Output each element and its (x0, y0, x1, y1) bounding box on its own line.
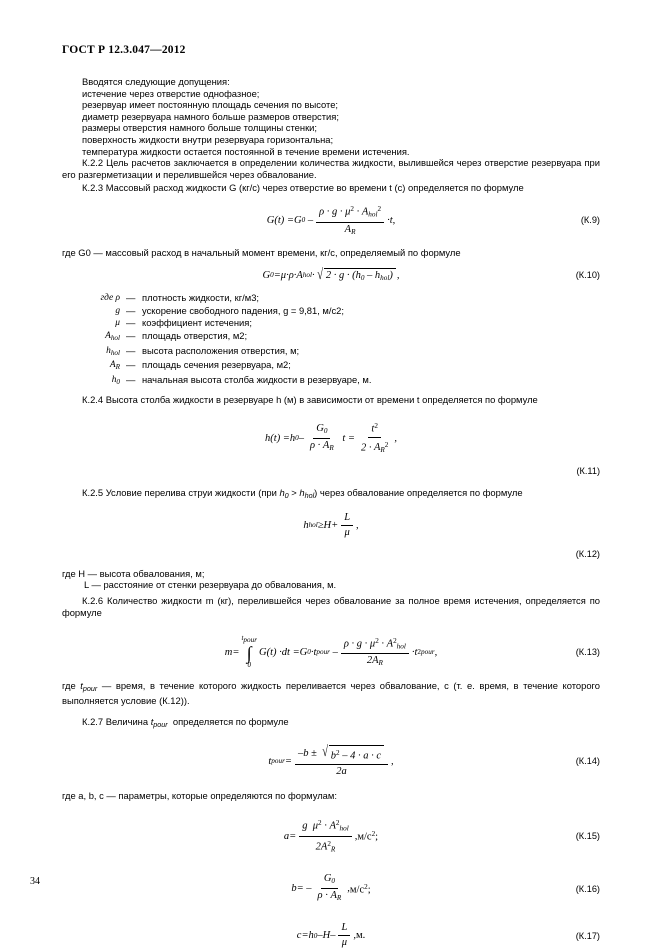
eqno-k12: (К.12) (575, 548, 600, 559)
formula-k16: b = – $\frac{G_0}{\rho \cdot A_R}$ , $м/с^2$; (К.16) (291, 873, 600, 903)
symbol-desc: начальная высота столба жидкости в резервуаре, м. (142, 373, 372, 385)
symbol-name: $A_R$ (109, 360, 120, 372)
note-h: где H — высота обвалования, м; (62, 567, 205, 579)
eqno-k9: (К.9) (580, 215, 600, 226)
symbol-row (62, 330, 600, 345)
symbol-desc: площадь отверстия, м2; (142, 329, 248, 341)
symbol-dash: — (126, 317, 136, 329)
note-g0: где G0 — массовый расход в начальный момент времени, кг/с, определяемый по формуле (62, 246, 461, 258)
symbol-name: $A_{hol}$ (105, 330, 120, 342)
symbol-name: μ (115, 318, 120, 329)
eqno-k10: (К.10) (575, 270, 600, 281)
assumption-item: диаметр резервуара намного больше размеров отверстия; (82, 110, 339, 122)
eqno-k17: (К.17) (575, 930, 600, 941)
formula-k14: t pour = –b ± √ $b^2 - 4 \cdot a \cdot c$ 2a , (К.14) (268, 743, 600, 777)
note-tpour: где $t_{pour}$ — время, в течение которого жидкость переливается через обвалование, с (т. е. время, в течение которого выполняется условие (К.12)). (62, 680, 600, 706)
symbol-dash: — (126, 359, 136, 371)
clause-k25: К.2.5 Условие перелива струи жидкости (при $h_0 > h_{hol}$) через обвалование определяется по формуле (82, 487, 523, 501)
formula-k11: h ( t ) = h 0 – $\frac{G_0}{\rho \cdot A_R}$ t = $\frac{t^2}{2 \cdot A_R^2}$ , (265, 421, 397, 455)
symbol-row (62, 374, 600, 389)
assumption-item: размеры отверстия намного больше толщины стенки; (82, 122, 318, 134)
symbol-row (62, 292, 600, 305)
assumption-item: резервуар имеет постоянную площадь сечения по высоте; (82, 99, 339, 111)
eqno-k13: (К.13) (575, 647, 600, 658)
symbol-dash: — (126, 304, 136, 316)
clause-k26: К.2.6 Количество жидкости m (кг), перелившейся через обвалование за полное время истечения, определяется по формуле (62, 594, 600, 618)
symbol-row (62, 359, 600, 374)
symbol-desc: плотность жидкости, кг/м3; (142, 292, 260, 304)
symbol-dash: — (126, 373, 136, 385)
note-l: L — расстояние от стенки резервуара до обвалования, м. (84, 579, 337, 591)
symbol-desc: высота расположения отверстия, м; (142, 344, 300, 356)
symbol-dash: — (126, 329, 136, 341)
symbol-dash: — (126, 344, 136, 356)
clause-k24: К.2.4 Высота столба жидкости в резервуаре h (м) в зависимости от времени t определяется по формуле (82, 394, 538, 406)
assumption-item: поверхность жидкости внутри резервуара горизонтальна; (82, 133, 334, 145)
note-abc: где a, b, c — параметры, которые определяются по формулам: (62, 789, 337, 801)
formula-k17: c = h 0 – H – $\frac{L}{\mu}$ , м. (К.17) (296, 922, 600, 949)
page-header: ГОСТ Р 12.3.047—2012 (62, 44, 186, 56)
symbol-row (62, 305, 600, 318)
symbol-desc: площадь сечения резервуара, м2; (142, 359, 291, 371)
assumptions-lead: Вводятся следующие допущения: (82, 76, 230, 87)
eqno-k14: (К.14) (575, 756, 600, 767)
assumptions-block (62, 76, 600, 157)
eqno-k15: (К.15) (575, 831, 600, 842)
clause-k23: К.2.3 Массовый расход жидкости G (кг/с) через отверстие во времени t (c) определяется по формуле (82, 182, 524, 194)
formula-k12: h hol ≥ H + $\frac{L}{\mu}$ , (303, 511, 359, 538)
symbol-name: $h_0$ (111, 374, 120, 386)
formula-k9: G ( t ) = G 0 – $\frac{\rho \cdot g \cdot \mu^2 \cdot A_{hol}^2}{A_R}$ · t , (К.9) (266, 204, 600, 236)
assumption-item: истечение через отверстие однофазное; (82, 87, 260, 99)
clause-k27: К.2.7 Величина $t_{pour}$ определяется по формуле (82, 716, 289, 730)
eqno-k16: (К.16) (575, 883, 600, 894)
formula-k13: m = $t_{pour}$ ∫ 0 G ( t ) · dt = G 0 · t pour – $\frac{\rho \cdot g \cdot \mu^2 \cdot A^2_{hol}}{2A_R}$ · t 2 pour , (К.13) (224, 634, 600, 670)
symbol-name: g (115, 305, 120, 316)
symbol-name: $h_{hol}$ (106, 345, 120, 357)
eqno-k11: (К.11) (576, 466, 600, 477)
page-number: 34 (30, 876, 40, 887)
symbol-dash: — (126, 292, 136, 304)
formula-k10: G 0 = μ · ρ · A hol · √ $2 \cdot g \cdot (h_0 - h_{hol})$ , (К.10) (262, 267, 600, 284)
clause-k22: К.2.2 Цель расчетов заключается в определении количества жидкости, вылившейся через отверстие резервуара при его разгерметизации и перелившейся через обвалование. (62, 157, 600, 180)
symbol-row (62, 317, 600, 330)
symbol-desc: ускорение свободного падения, g = 9,81, м/с2; (142, 304, 344, 316)
eqno-row-k12 (62, 548, 600, 560)
formula-k15: a = $\frac{g \mu^2 \cdot A^2_{hol}}{2A^2_R}$ , $м/с^2$; (К.15) (283, 819, 600, 854)
assumption-item: температура жидкости остается постоянной в течение времени истечения. (82, 145, 410, 157)
symbol-name: где ρ (100, 293, 120, 304)
symbol-row (62, 345, 600, 360)
symbol-definitions (62, 292, 600, 388)
eqno-row-k11 (62, 465, 600, 477)
symbol-desc: коэффициент истечения; (142, 317, 252, 329)
